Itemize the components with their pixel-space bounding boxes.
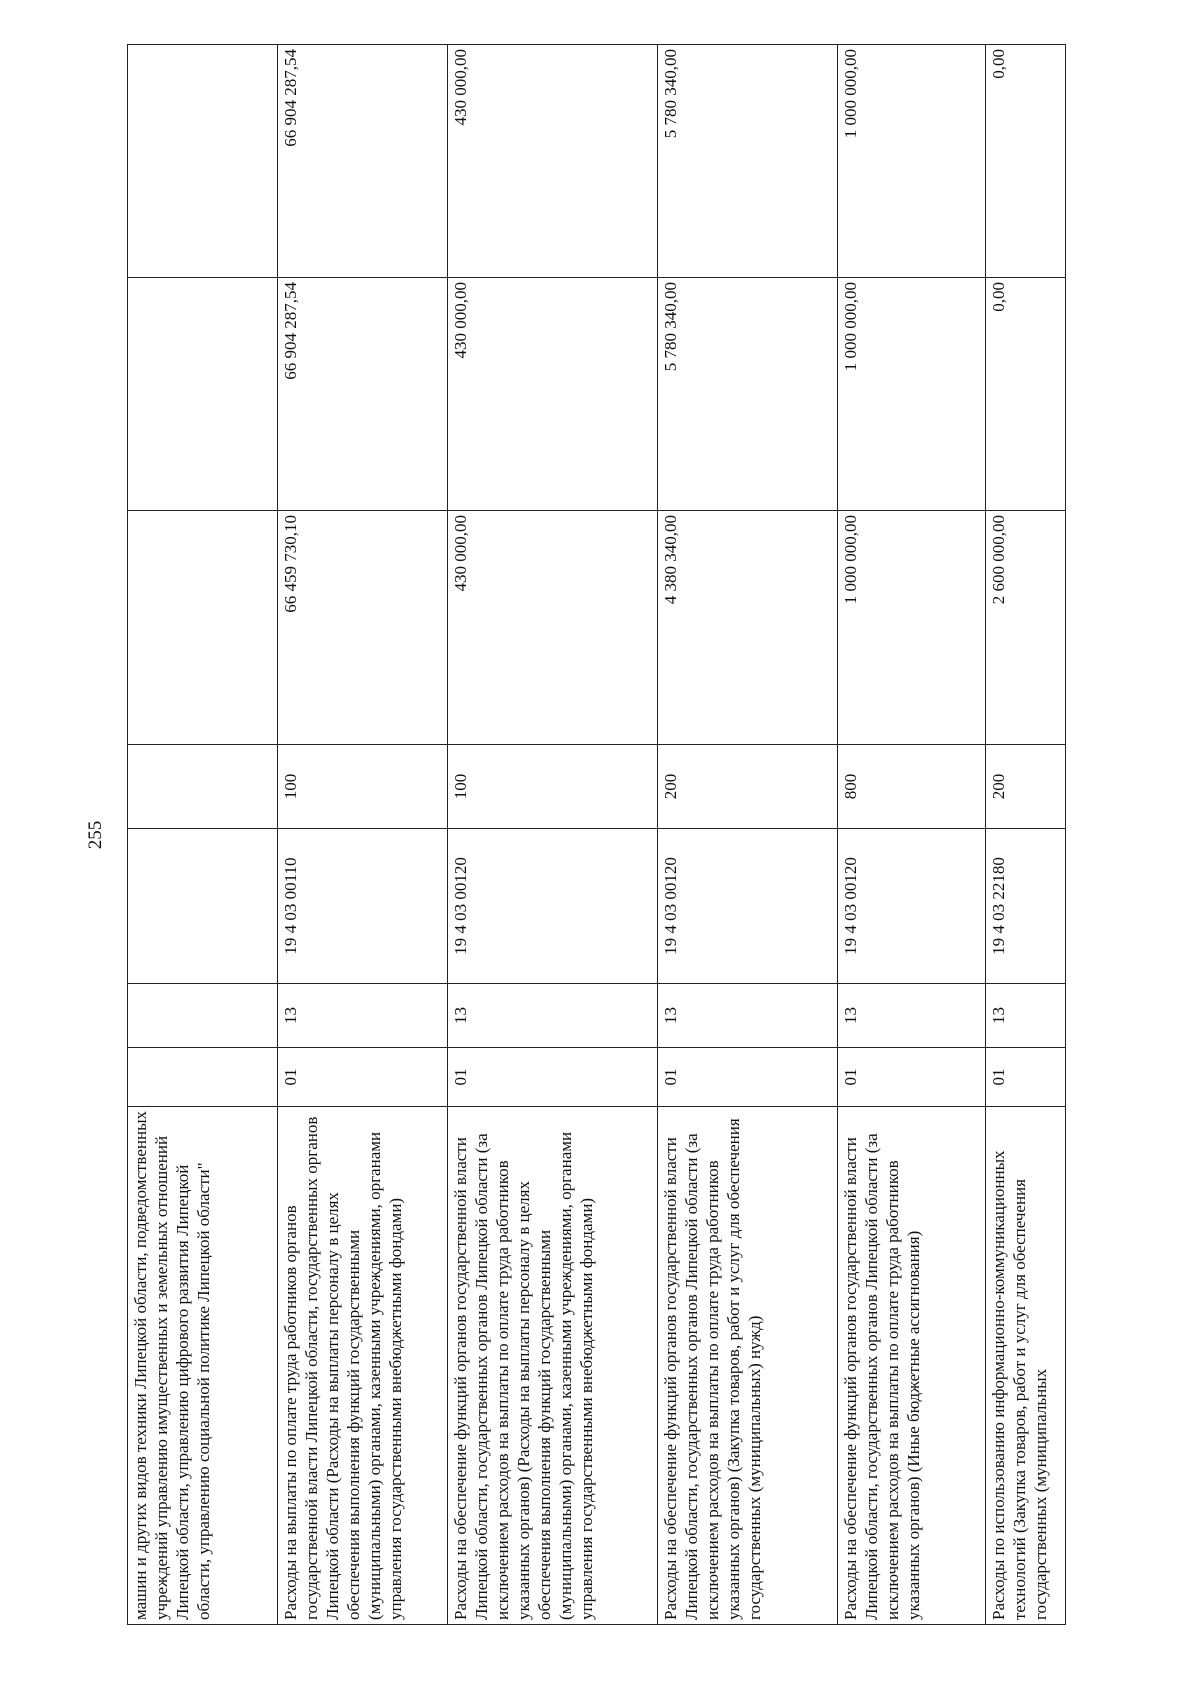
section-code: 01: [986, 1048, 1066, 1107]
amount-year-2: 66 904 287,54: [278, 278, 448, 511]
row-description: Расходы на обеспечение функций органов государственной власти Липецкой области, государственных органов Липецкой области (за исключением расходов на выплаты по оплате труда работников указанных органов) (Иные бюджетные ассигнования): [838, 1107, 986, 1625]
target-article-code: 19 4 03 00120: [838, 829, 986, 984]
table-row: [278, 45, 448, 1625]
amount-year-3: 430 000,00: [448, 45, 658, 278]
amount-year-2: 0,00: [986, 278, 1066, 511]
row-description: Расходы по использованию информационно-коммуникационных технологий (Закупка товаров, работ и услуг для обеспечения государственных (муниципальных: [986, 1107, 1066, 1625]
section-code: 01: [278, 1048, 448, 1107]
expense-type-code: 200: [986, 745, 1066, 829]
table-row: [986, 45, 1066, 1625]
section-code: 01: [838, 1048, 986, 1107]
table-row: [838, 45, 986, 1625]
amount-year-1: [128, 511, 278, 745]
table-body: [128, 45, 1066, 1625]
amount-year-2: [128, 278, 278, 511]
subsection-code: 13: [658, 984, 838, 1048]
target-article-code: 19 4 03 00110: [278, 829, 448, 984]
budget-table: [127, 44, 1066, 1625]
amount-year-3: 66 904 287,54: [278, 45, 448, 278]
subsection-code: 13: [838, 984, 986, 1048]
section-code: 01: [658, 1048, 838, 1107]
amount-year-1: 4 380 340,00: [658, 511, 838, 745]
subsection-code: 13: [278, 984, 448, 1048]
target-article-code: 19 4 03 22180: [986, 829, 1066, 984]
amount-year-2: 1 000 000,00: [838, 278, 986, 511]
subsection-code: 13: [448, 984, 658, 1048]
row-description: Расходы на обеспечение функций органов государственной власти Липецкой области, государственных органов Липецкой области (за исключением расходов на выплаты по оплате труда работников указанных органов) (Расходы на выплаты персоналу в целях обеспечения выполнения функций государственными (муниципальными) органами, казенными учреждениями, органами управления государственными внебюджетными фондами): [448, 1107, 658, 1625]
expense-type-code: [128, 745, 278, 829]
expense-type-code: 800: [838, 745, 986, 829]
amount-year-2: 430 000,00: [448, 278, 658, 511]
table-row: [448, 45, 658, 1625]
row-description: Расходы на обеспечение функций органов государственной власти Липецкой области, государственных органов Липецкой области (за исключением расходов на выплаты по оплате труда работников указанных органов) (Закупка товаров, работ и услуг для обеспечения государственных (муниципальных) нужд): [658, 1107, 838, 1625]
table-row: [658, 45, 838, 1625]
target-article-code: [128, 829, 278, 984]
table-row: [128, 45, 278, 1625]
page-number: 255: [85, 820, 106, 850]
subsection-code: 13: [986, 984, 1066, 1048]
section-code: [128, 1048, 278, 1107]
amount-year-3: 0,00: [986, 45, 1066, 278]
expense-type-code: 100: [278, 745, 448, 829]
row-description: Расходы на выплаты по оплате труда работников органов государственной власти Липецкой области, государственных органов Липецкой области (Расходы на выплаты персоналу в целях обеспечения выполнения функций государственными (муниципальными) органами, казенными учреждениями, органами управления государственными внебюджетными фондами): [278, 1107, 448, 1625]
amount-year-1: 2 600 000,00: [986, 511, 1066, 745]
row-description: машин и других видов техники Липецкой области, подведомственных учреждений управлению имущественных и земельных отношений Липецкой области, управлению цифрового развития Липецкой области, управлению социальной политике Липецкой области": [128, 1107, 278, 1625]
target-article-code: 19 4 03 00120: [658, 829, 838, 984]
amount-year-1: 1 000 000,00: [838, 511, 986, 745]
rotated-table-container: [127, 45, 1065, 1625]
amount-year-3: [128, 45, 278, 278]
amount-year-1: 66 459 730,10: [278, 511, 448, 745]
expense-type-code: 200: [658, 745, 838, 829]
target-article-code: 19 4 03 00120: [448, 829, 658, 984]
amount-year-3: 1 000 000,00: [838, 45, 986, 278]
amount-year-1: 430 000,00: [448, 511, 658, 745]
amount-year-3: 5 780 340,00: [658, 45, 838, 278]
expense-type-code: 100: [448, 745, 658, 829]
amount-year-2: 5 780 340,00: [658, 278, 838, 511]
subsection-code: [128, 984, 278, 1048]
section-code: 01: [448, 1048, 658, 1107]
